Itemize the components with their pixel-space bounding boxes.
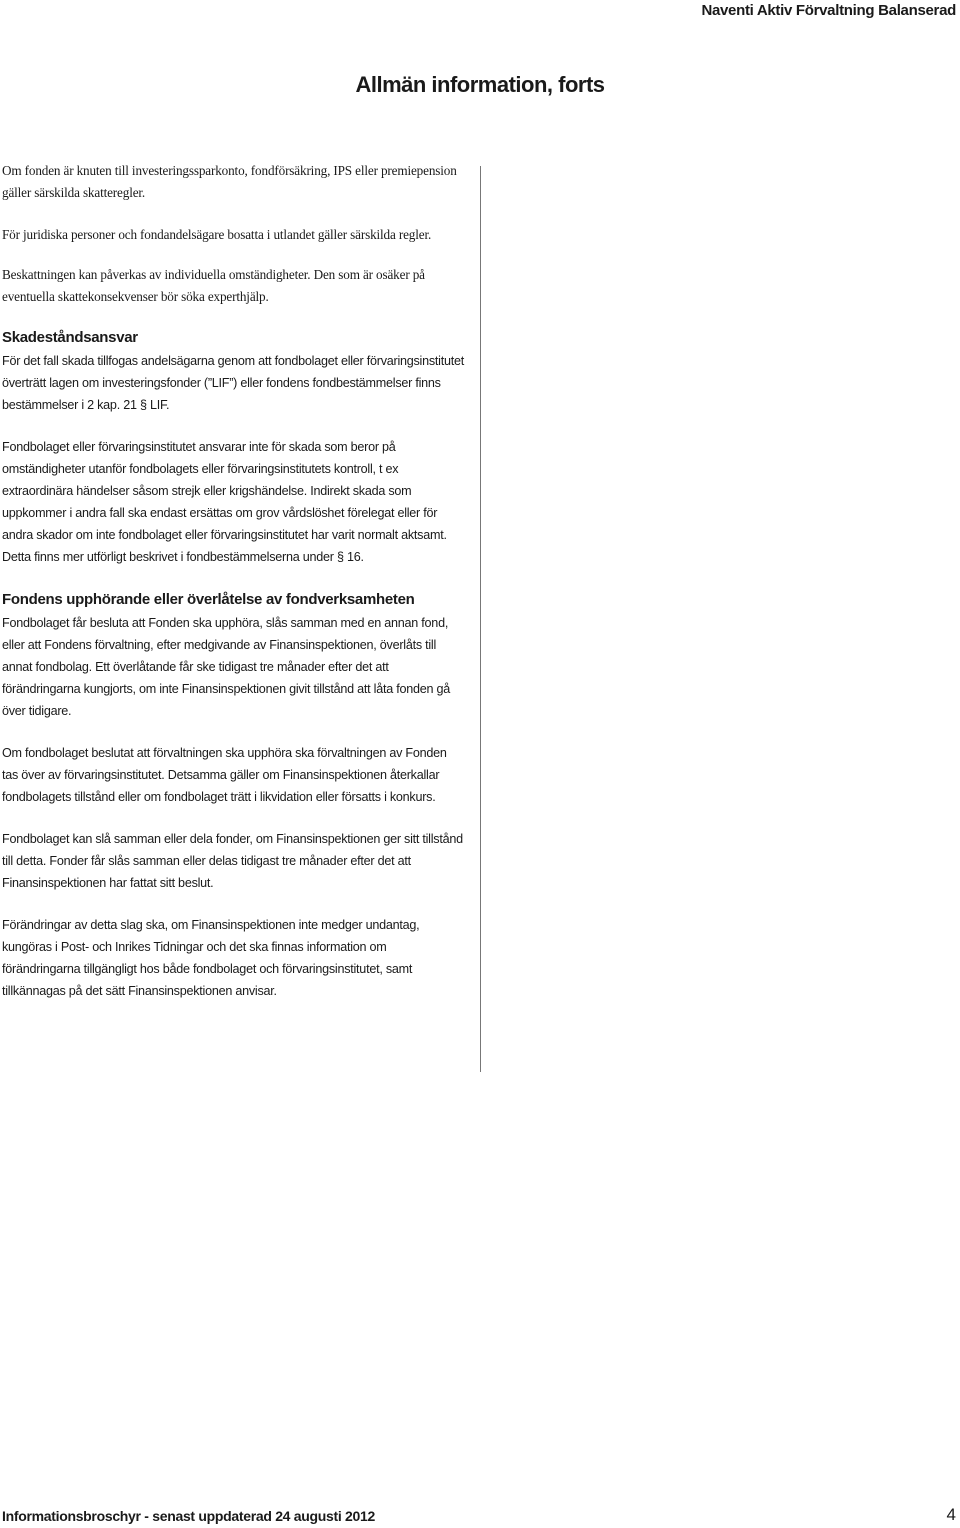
termination-paragraph: Förändringar av detta slag ska, om Finansinspektionen inte medger undantag, kungöras i Post- och Inrikes Tidningar och det ska finnas information om förändringarna tillgängligt hos både fondbolaget och förvaringsinstitutet, samt tillkännagas på det sätt Finansinspektionen anvisar. [2, 918, 420, 998]
termination-paragraph: Om fondbolaget beslutat att förvaltningen ska upphöra ska förvaltningen av Fonden tas över av förvaringsinstitutet. Detsamma gäller om Finansinspektionen återkallar fondbolagets tillstånd eller om fondbolaget trätt i likvidation eller försatts i konkurs. [2, 746, 447, 804]
footer-text: Informationsbroschyr - senast uppdaterad 24 augusti 2012 [2, 1508, 375, 1524]
page-number: 4 [946, 1505, 956, 1524]
termination-paragraph: Fondbolaget kan slå samman eller dela fonder, om Finansinspektionen ger sitt tillstånd till detta. Fonder får slås samman eller delas tidigast tre månader efter det att Finansinspektionen har fattat sitt beslut. [2, 832, 463, 890]
column-divider [480, 166, 481, 1072]
termination-paragraph: Fondbolaget får besluta att Fonden ska upphöra, slås samman med en annan fond, eller att Fondens förvaltning, efter medgivande av Finansinspektionen, överlåts till annat fondbolag. Ett överlåtande får ske tidigast tre månader efter det att förändringarna kungjorts, om inte Finansinspektionen givit tillstånd att låta fonden gå över tidigare. [2, 616, 451, 718]
liability-paragraph: För det fall skada tillfogas andelsägarna genom att fondbolaget eller förvaringsinstitutet överträtt lagen om investeringsfonder (”LIF”) eller fondens fondbestämmelser finns bestämmelser i 2 kap. 21 § LIF. [2, 354, 464, 412]
intro-paragraph: Beskattningen kan påverkas av individuella omständigheter. Den som är osäker på eventuella skattekonsekvenser bör söka experthjälp. [2, 267, 425, 304]
section-heading-termination: Fondens upphörande eller överlåtelse av fondverksamheten [2, 591, 415, 608]
main-column [2, 160, 464, 1002]
section-heading-liability: Skadeståndsansvar [2, 329, 138, 346]
liability-paragraph: Fondbolaget eller förvaringsinstitutet ansvarar inte för skada som beror på omständigheter utanför fondbolagets eller förvaringsinstitutets kontroll, t ex extraordinära händelser såsom strejk eller krigshändelse. Indirekt skada som uppkommer i andra fall ska endast ersättas om grov vårdslöshet förelegat eller för andra skador om inte fondbolaget eller förvaringsinstitutet har varit normalt aktsamt. Detta finns mer utförligt beskrivet i fondbestämmelserna under § 16. [2, 440, 447, 564]
page-title: Allmän information, forts [355, 72, 605, 97]
document-header-title: Naventi Aktiv Förvaltning Balanserad [701, 2, 956, 19]
intro-paragraph: För juridiska personer och fondandelsägare bosatta i utlandet gäller särskilda regler. [2, 227, 432, 242]
intro-paragraph: Om fonden är knuten till investeringssparkonto, fondförsäkring, IPS eller premiepension gäller särskilda skatteregler. [2, 163, 457, 200]
